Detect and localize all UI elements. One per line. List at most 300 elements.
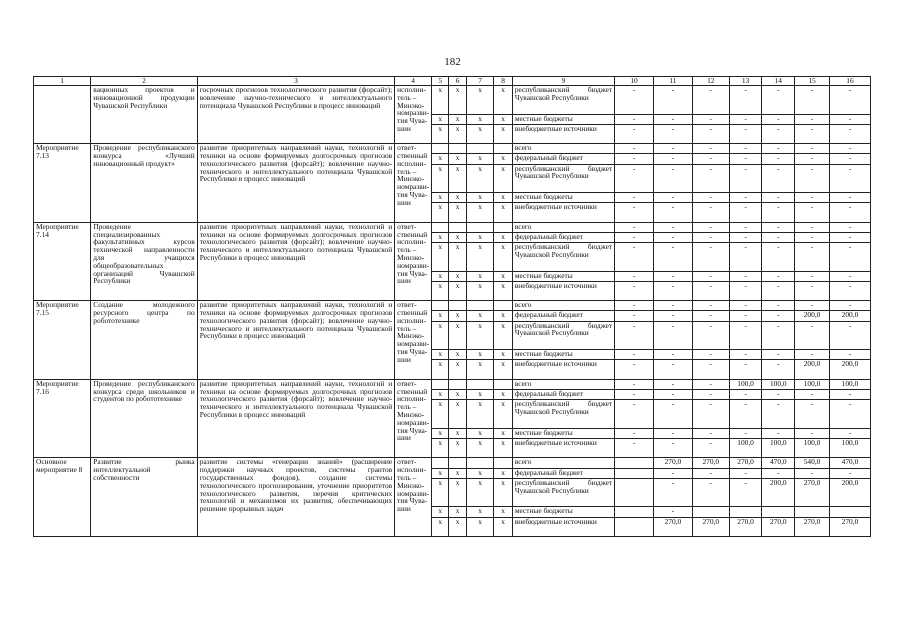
code-cell: x: [466, 114, 494, 124]
code-cell: x: [494, 360, 512, 379]
code-cell: x: [494, 164, 512, 193]
value-cell: -: [654, 114, 693, 124]
executor-line: тель –: [397, 402, 417, 412]
measure-goal: развитие приоритетных направлений науки, технологий и техники на основе формируемых долгосрочных прогнозов технологического развития (форсайт); вовлечение научно-технического и интеллектуального потенциала Чувашской Республики в процесс инноваций: [197, 144, 394, 223]
funding-source: местные бюджеты: [512, 428, 614, 438]
value-cell: -: [829, 232, 870, 242]
code-cell: x: [449, 350, 466, 360]
code-cell: x: [466, 468, 494, 478]
code-cell: x: [494, 203, 512, 222]
value-cell: -: [692, 321, 729, 350]
code-cell: x: [449, 232, 466, 242]
code-cell: [494, 301, 512, 311]
value-cell: -: [795, 124, 830, 143]
value-cell: -: [654, 321, 693, 350]
funding-source: местные бюджеты: [512, 193, 614, 203]
value-cell: -: [692, 390, 729, 400]
value-cell: -: [729, 311, 762, 321]
code-cell: x: [432, 468, 449, 478]
value-cell: -: [762, 428, 795, 438]
code-cell: [449, 379, 466, 389]
code-cell: x: [494, 114, 512, 124]
code-cell: x: [449, 164, 466, 193]
code-cell: x: [466, 321, 494, 350]
measure-title: Проведение республиканского конкурса «Лучший инновационный продукт»: [91, 144, 197, 223]
code-cell: x: [432, 350, 449, 360]
code-cell: x: [449, 154, 466, 164]
table-header: [34, 77, 871, 86]
value-cell: -: [615, 114, 654, 124]
code-cell: x: [466, 311, 494, 321]
value-cell: -: [654, 124, 693, 143]
value-cell: -: [829, 124, 870, 143]
measure-goal: развитие системы «генерации знаний» (расширение поддержки научных проектов, системы грантов государственных фондов), создание системы технологического прогнозирования, уточнение приоритетов технологического развития, перечня критических технологий и механизмов их развития, обеспечивающих решение прорывных задач: [197, 458, 394, 537]
value-cell: -: [729, 193, 762, 203]
code-cell: x: [432, 400, 449, 429]
executor-line: исполни-: [397, 158, 427, 168]
table-row: [34, 86, 871, 115]
value-cell: -: [692, 144, 729, 154]
code-cell: x: [449, 360, 466, 379]
value-cell: -: [692, 154, 729, 164]
code-cell: x: [466, 232, 494, 242]
value-cell: -: [729, 124, 762, 143]
value-cell: -: [692, 400, 729, 429]
value-cell: -: [654, 428, 693, 438]
code-cell: x: [494, 232, 512, 242]
executor-line: номразви-: [397, 108, 430, 118]
executor-line: тель –: [397, 92, 417, 102]
column-number-7: 7: [466, 77, 494, 86]
executor-line: номразви-: [397, 260, 430, 270]
executor-line: ственный: [397, 150, 428, 160]
code-cell: x: [494, 517, 512, 536]
executor-line: шии: [397, 504, 411, 514]
value-cell: 270,0: [692, 458, 729, 468]
funding-source: республиканский бюджет Чувашской Республики: [512, 164, 614, 193]
code-cell: [466, 144, 494, 154]
value-cell: -: [795, 428, 830, 438]
code-cell: x: [494, 243, 512, 272]
funding-source: внебюджетные источники: [512, 281, 614, 300]
executor-line: Минэко-: [397, 252, 425, 262]
code-cell: x: [449, 507, 466, 517]
value-cell: -: [654, 86, 693, 115]
measure-goal: развитие приоритетных направлений науки, технологий и техники на основе формируемых долгосрочных прогнозов технологического развития (форсайт); вовлечение научно-технического и интеллектуального потенциала Чувашской Республики в процесс инноваций: [197, 222, 394, 301]
value-cell: -: [762, 154, 795, 164]
funding-source: республиканский бюджет Чувашской Республики: [512, 400, 614, 429]
value-cell: -: [829, 400, 870, 429]
code-cell: x: [432, 517, 449, 536]
value-cell: -: [615, 350, 654, 360]
funding-source: федеральный бюджет: [512, 154, 614, 164]
budget-table: [33, 76, 871, 537]
value-cell: -: [615, 232, 654, 242]
column-number-3: 3: [197, 77, 394, 86]
value-cell: -: [762, 271, 795, 281]
executor-line: Минэко-: [397, 480, 425, 490]
code-cell: [466, 222, 494, 232]
value-cell: -: [729, 468, 762, 478]
value-cell: -: [729, 478, 762, 507]
value-cell: -: [654, 281, 693, 300]
funding-source: федеральный бюджет: [512, 468, 614, 478]
value-cell: -: [829, 428, 870, 438]
value-cell: -: [654, 243, 693, 272]
value-cell: 100,0: [795, 379, 830, 389]
code-cell: x: [466, 428, 494, 438]
value-cell: -: [795, 193, 830, 203]
table-row: [34, 379, 871, 389]
value-cell: -: [829, 154, 870, 164]
executor-line: ственный: [397, 308, 428, 318]
code-cell: x: [494, 124, 512, 143]
code-cell: x: [449, 281, 466, 300]
funding-source: всего: [512, 379, 614, 389]
executor-line: шии: [397, 354, 411, 364]
table-row: [34, 301, 871, 311]
code-cell: x: [432, 86, 449, 115]
code-cell: x: [449, 478, 466, 507]
executor-line: Минэко-: [397, 100, 425, 110]
measure-code: Мероприятие 7.13: [34, 144, 91, 223]
measure-title: вационных проектов и инновационной продукции Чувашской Республики: [91, 86, 197, 144]
value-cell: -: [795, 281, 830, 300]
code-cell: x: [432, 154, 449, 164]
value-cell: -: [762, 124, 795, 143]
code-cell: x: [432, 114, 449, 124]
code-cell: x: [466, 243, 494, 272]
value-cell: 270,0: [692, 517, 729, 536]
code-cell: x: [494, 281, 512, 300]
table-body: [34, 86, 871, 537]
value-cell: -: [729, 400, 762, 429]
value-cell: -: [615, 222, 654, 232]
value-cell: -: [729, 390, 762, 400]
funding-source: республиканский бюджет Чувашской Республики: [512, 243, 614, 272]
value-cell: -: [692, 86, 729, 115]
value-cell: -: [829, 271, 870, 281]
code-cell: x: [432, 321, 449, 350]
value-cell: -: [692, 281, 729, 300]
code-cell: x: [449, 311, 466, 321]
executor-line: тия Чува-: [397, 496, 428, 506]
value-cell: -: [729, 222, 762, 232]
executor-line: тия Чува-: [397, 425, 428, 435]
value-cell: -: [615, 124, 654, 143]
value-cell: -: [692, 468, 729, 478]
value-cell: -: [654, 144, 693, 154]
value-cell: 100,0: [829, 438, 870, 457]
value-cell: -: [615, 243, 654, 272]
value-cell: -: [795, 243, 830, 272]
funding-source: местные бюджеты: [512, 507, 614, 517]
value-cell: 200,0: [829, 478, 870, 507]
code-cell: x: [494, 390, 512, 400]
value-cell: -: [762, 350, 795, 360]
code-cell: [466, 379, 494, 389]
measure-title: Проведение республиканского конкурса среди школьников и студентов по робототехнике: [91, 379, 197, 458]
code-cell: x: [432, 438, 449, 457]
code-cell: x: [432, 232, 449, 242]
code-cell: [432, 379, 449, 389]
funding-source: местные бюджеты: [512, 114, 614, 124]
code-cell: [432, 301, 449, 311]
column-number-6: 6: [449, 77, 466, 86]
code-cell: x: [494, 438, 512, 457]
code-cell: x: [449, 400, 466, 429]
column-number-12: 12: [692, 77, 729, 86]
funding-source: федеральный бюджет: [512, 311, 614, 321]
code-cell: x: [466, 164, 494, 193]
code-cell: x: [466, 507, 494, 517]
executor-line: тия Чува-: [397, 268, 428, 278]
measure-title: Создание молодежного ресурсного центра по робототехнике: [91, 301, 197, 380]
value-cell: -: [615, 281, 654, 300]
value-cell: -: [692, 124, 729, 143]
measure-code: Мероприятие 7.16: [34, 379, 91, 458]
value-cell: 100,0: [762, 438, 795, 457]
value-cell: -: [654, 301, 693, 311]
value-cell: -: [829, 193, 870, 203]
executor-line: номразви-: [397, 488, 430, 498]
code-cell: x: [432, 360, 449, 379]
code-cell: x: [449, 321, 466, 350]
code-cell: x: [494, 154, 512, 164]
value-cell: -: [829, 468, 870, 478]
value-cell: -: [729, 243, 762, 272]
value-cell: -: [615, 193, 654, 203]
value-cell: -: [692, 243, 729, 272]
value-cell: -: [762, 301, 795, 311]
value-cell: -: [692, 350, 729, 360]
code-cell: x: [432, 271, 449, 281]
value-cell: -: [729, 164, 762, 193]
value-cell: -: [729, 144, 762, 154]
column-number-1: 1: [34, 77, 91, 86]
value-cell: -: [615, 164, 654, 193]
executor-line: исполни-: [397, 237, 427, 247]
value-cell: 100,0: [762, 379, 795, 389]
code-cell: x: [449, 390, 466, 400]
code-cell: x: [466, 193, 494, 203]
code-cell: x: [432, 507, 449, 517]
funding-source: федеральный бюджет: [512, 390, 614, 400]
code-cell: [449, 144, 466, 154]
value-cell: 270,0: [729, 517, 762, 536]
value-cell: -: [692, 232, 729, 242]
funding-source: внебюджетные источники: [512, 438, 614, 457]
value-cell: 270,0: [654, 517, 693, 536]
value-cell: -: [762, 311, 795, 321]
value-cell: -: [795, 390, 830, 400]
code-cell: x: [432, 243, 449, 272]
code-cell: x: [466, 350, 494, 360]
value-cell: -: [615, 390, 654, 400]
executor-line: номразви-: [397, 417, 430, 427]
value-cell: -: [615, 271, 654, 281]
code-cell: x: [432, 203, 449, 222]
value-cell: -: [615, 360, 654, 379]
code-cell: x: [449, 438, 466, 457]
code-cell: x: [466, 271, 494, 281]
executor-line: тель –: [397, 245, 417, 255]
code-cell: x: [494, 350, 512, 360]
measure-code: Мероприятие 7.15: [34, 301, 91, 380]
value-cell: -: [829, 144, 870, 154]
value-cell: -: [654, 222, 693, 232]
value-cell: [615, 517, 654, 536]
value-cell: -: [615, 311, 654, 321]
column-number-9: 9: [512, 77, 614, 86]
value-cell: -: [615, 301, 654, 311]
value-cell: -: [795, 350, 830, 360]
column-number-8: 8: [494, 77, 512, 86]
column-number-11: 11: [654, 77, 693, 86]
executor-line: тель –: [397, 166, 417, 176]
value-cell: [615, 468, 654, 478]
code-cell: x: [466, 281, 494, 300]
responsible-executor: [395, 458, 432, 537]
value-cell: 470,0: [829, 458, 870, 468]
value-cell: 100,0: [795, 438, 830, 457]
value-cell: -: [795, 154, 830, 164]
code-cell: x: [432, 311, 449, 321]
code-cell: x: [449, 517, 466, 536]
executor-line: исполни-: [397, 315, 427, 325]
value-cell: -: [762, 222, 795, 232]
executor-line: шии: [397, 276, 411, 286]
executor-line: шии: [397, 433, 411, 443]
value-cell: -: [762, 144, 795, 154]
code-cell: x: [494, 507, 512, 517]
funding-source: местные бюджеты: [512, 271, 614, 281]
value-cell: -: [692, 438, 729, 457]
executor-line: ственный: [397, 229, 428, 239]
value-cell: -: [729, 271, 762, 281]
value-cell: -: [654, 154, 693, 164]
value-cell: -: [692, 193, 729, 203]
code-cell: [494, 458, 512, 468]
value-cell: -: [729, 321, 762, 350]
value-cell: -: [829, 301, 870, 311]
value-cell: -: [615, 428, 654, 438]
code-cell: x: [466, 478, 494, 507]
value-cell: -: [729, 428, 762, 438]
executor-line: ответ-: [397, 300, 417, 310]
code-cell: x: [449, 193, 466, 203]
value-cell: -: [795, 468, 830, 478]
executor-line: исполни-: [397, 85, 427, 94]
executor-line: ответ-: [397, 379, 417, 388]
column-number-2: 2: [91, 77, 197, 86]
value-cell: -: [829, 243, 870, 272]
value-cell: -: [654, 390, 693, 400]
value-cell: -: [729, 350, 762, 360]
funding-source: внебюджетные источники: [512, 360, 614, 379]
executor-line: тия Чува-: [397, 347, 428, 357]
code-cell: x: [432, 164, 449, 193]
value-cell: -: [762, 281, 795, 300]
value-cell: -: [795, 144, 830, 154]
value-cell: [829, 507, 870, 517]
value-cell: -: [829, 321, 870, 350]
executor-line: ственный: [397, 386, 428, 396]
executor-line: тель –: [397, 472, 417, 482]
executor-line: исполни-: [397, 394, 427, 404]
value-cell: -: [762, 164, 795, 193]
value-cell: 100,0: [729, 379, 762, 389]
code-cell: x: [449, 114, 466, 124]
column-number-15: 15: [795, 77, 830, 86]
measure-title: Проведение специализированных факультативных курсов технической направленности для учащихся общеобразовательных организаций Чувашской Республики: [91, 222, 197, 301]
executor-line: Минэко-: [397, 174, 425, 184]
value-cell: -: [829, 281, 870, 300]
measure-goal: госрочных прогнозов технологического развития (форсайт); вовлечение научно-технического и интеллектуального потенциала Чувашской Республики в процесс инноваций: [197, 86, 394, 144]
code-cell: x: [466, 203, 494, 222]
value-cell: -: [729, 154, 762, 164]
code-cell: x: [494, 400, 512, 429]
code-cell: x: [449, 86, 466, 115]
value-cell: -: [829, 114, 870, 124]
value-cell: -: [729, 281, 762, 300]
executor-line: Минэко-: [397, 410, 425, 419]
code-cell: [494, 379, 512, 389]
code-cell: [449, 222, 466, 232]
code-cell: x: [432, 193, 449, 203]
responsible-executor: [395, 301, 432, 380]
value-cell: -: [615, 154, 654, 164]
code-cell: x: [449, 271, 466, 281]
value-cell: 200,0: [762, 478, 795, 507]
code-cell: x: [494, 478, 512, 507]
column-number-13: 13: [729, 77, 762, 86]
value-cell: -: [692, 114, 729, 124]
measure-title: Развитие рынка интеллектуальной собственности: [91, 458, 197, 537]
funding-source: всего: [512, 458, 614, 468]
funding-source: всего: [512, 222, 614, 232]
value-cell: -: [654, 203, 693, 222]
code-cell: x: [449, 468, 466, 478]
measure-code: Мероприятие 7.14: [34, 222, 91, 301]
code-cell: x: [466, 124, 494, 143]
executor-line: ответ-: [397, 457, 417, 467]
executor-line: номразви-: [397, 339, 430, 349]
executor-line: шии: [397, 197, 411, 207]
funding-source: республиканский бюджет Чувашской Республики: [512, 478, 614, 507]
value-cell: [729, 507, 762, 517]
value-cell: -: [692, 271, 729, 281]
column-number-14: 14: [762, 77, 795, 86]
code-cell: [449, 458, 466, 468]
measure-code: [34, 86, 91, 144]
code-cell: x: [466, 517, 494, 536]
code-cell: x: [432, 478, 449, 507]
executor-line: ответ-: [397, 222, 417, 231]
value-cell: -: [692, 428, 729, 438]
funding-source: внебюджетные источники: [512, 124, 614, 143]
table-row: [34, 144, 871, 154]
measure-code: Основное мероприятие 8: [34, 458, 91, 537]
funding-source: местные бюджеты: [512, 350, 614, 360]
funding-source: всего: [512, 144, 614, 154]
value-cell: -: [729, 301, 762, 311]
value-cell: -: [795, 86, 830, 115]
code-cell: [494, 222, 512, 232]
value-cell: -: [829, 390, 870, 400]
executor-line: тель –: [397, 323, 417, 333]
code-cell: x: [449, 124, 466, 143]
